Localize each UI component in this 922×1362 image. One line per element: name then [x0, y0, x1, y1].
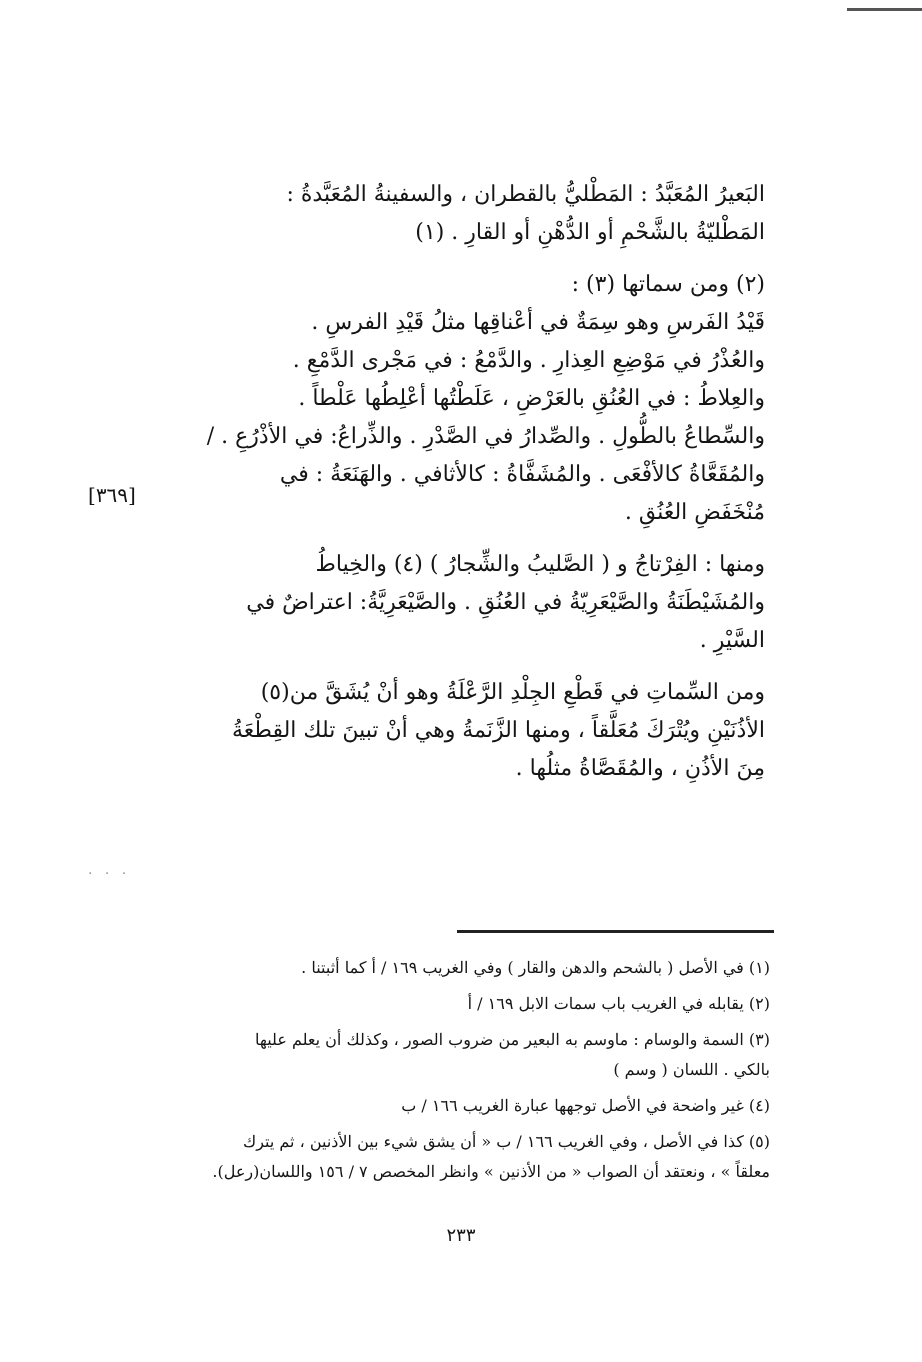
footnote-line: (٤) غير واضحة في الأصل توجهها عبارة الغريب ١٦٦ / ب — [401, 1096, 770, 1115]
text-line: ومن السِّماتِ في قَطْعِ الجِلْدِ الرَّعْلَةُ وهو أنْ يُشَقَّ من(٥) — [260, 680, 765, 705]
text-line: البَعيرُ المُعَبَّدُ : المَطْليُّ بالقطران ، والسفينةُ المُعَبَّدةُ : — [286, 182, 765, 207]
footnote-2 — [160, 989, 770, 1019]
text-line: مُنْخَفَضِ العُنُقِ . — [624, 500, 765, 525]
text-line: قَيْدُ الفَرسِ وهو سِمَةٌ في أعْناقِها مثلُ قَيْدِ الفرسِ . — [311, 310, 765, 335]
paragraph-4 — [160, 674, 765, 788]
text-line: والعُذْرُ في مَوْضِعِ العِذارِ . والدَّمْعُ : في مَجْرى الدَّمْعِ . — [292, 348, 765, 373]
text-line: والمُقَعَّاةُ كالأفْعَى . والمُشَفَّاةُ : كالأثافي . والهَنَعَةُ : في — [279, 462, 765, 487]
text-line: مِنَ الأذُنِ ، والمُقَصَّاةُ مثلُها . — [515, 756, 765, 781]
margin-specks: · · · — [88, 866, 131, 882]
margin-page-reference: [٣٦٩] — [88, 483, 136, 507]
corner-rule — [847, 8, 922, 11]
footnote-line: معلقاً » ، ونعتقد أن الصواب « من الأذنين » وانظر المخصص ٧ / ١٥٦ واللسان(رعل). — [212, 1162, 770, 1181]
main-text — [160, 176, 765, 802]
text-line: السَّيْرِ . — [699, 628, 765, 653]
footnotes — [160, 953, 770, 1193]
footnote-line: (٣) السمة والوسام : ماوسم به البعير من ضروب الصور ، وكذلك أن يعلم عليها — [254, 1030, 770, 1049]
footnote-1 — [160, 953, 770, 983]
text-line: والعِلاطُ : في العُنُقِ بالعَرْضِ ، عَلَطْتُها أعْلِطُها عَلْطاً . — [298, 386, 765, 411]
footnote-line: (١) في الأصل ( بالشحم والدهن والقار ) وفي الغريب ١٦٩ / أ كما أثبتنا . — [301, 958, 770, 977]
paragraph-2 — [160, 266, 765, 532]
text-line: ومنها : الفِرْتاجُ و ( الصَّليبُ والشِّجارُ ) (٤) والخِياطُ — [315, 552, 765, 577]
paragraph-1 — [160, 176, 765, 252]
footnote-4 — [160, 1091, 770, 1121]
footnote-line: (٥) كذا في الأصل ، وفي الغريب ١٦٦ / ب « أن يشق شيء بين الأذنين ، ثم يترك — [243, 1132, 770, 1151]
page-number: ٢٣٣ — [446, 1225, 476, 1246]
text-line: (٢) ومن سماتها (٣) : — [571, 272, 765, 297]
text-line: الأذُنَيْنِ ويُتْرَكَ مُعَلَّقاً ، ومنها الزَّنَمةُ وهي أنْ تبينَ تلك القِطْعَةُ — [232, 718, 765, 743]
text-line: والمُشَيْطَنَةُ والصَّيْعَرِيّةُ في العُنُقِ . والصَّيْعَرِيَّةُ: اعتراضٌ في — [246, 590, 765, 615]
footnote-line: (٢) يقابله في الغريب باب سمات الابل ١٦٩ / أ — [467, 994, 770, 1013]
footnote-3 — [160, 1025, 770, 1085]
text-line: والسِّطاعُ بالطُّولِ . والصِّدارُ في الصَّدْرِ . والذِّراعُ: في الأذْرُعِ . / — [206, 424, 765, 449]
paragraph-3 — [160, 546, 765, 660]
footnote-line: بالكي . اللسان ( وسم ) — [613, 1060, 770, 1079]
footnote-5 — [160, 1127, 770, 1187]
footnote-separator — [457, 930, 774, 933]
text-line: المَطْليّةُ بالشَّحْمِ أو الدُّهْنِ أو القارِ . (١) — [415, 220, 765, 245]
